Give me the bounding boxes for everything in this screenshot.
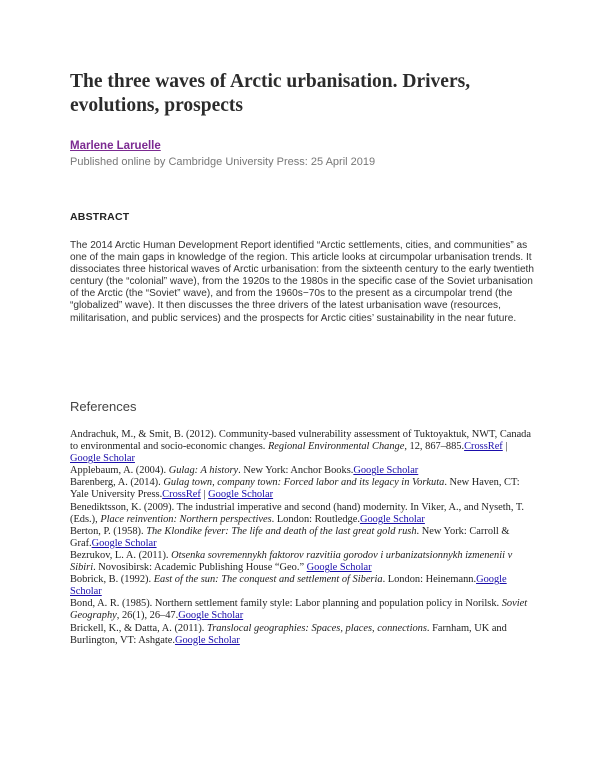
reference-text: Bezrukov, L. A. (2011). <box>70 549 172 561</box>
reference-text: Benediktsson, K. (2009). The industrial imperative and second (hand) modernity. In Viker, A., and Nyseth, T. (Eds.), <box>70 501 525 525</box>
reference-text: Berton, P. (1958). <box>70 525 147 537</box>
reference-title: Otsenka sovremennykh faktorov razvitiia gorodov i urbanizatsionnykh izmenenii v Sibiri <box>70 549 513 574</box>
google-scholar-link[interactable]: Google Scholar <box>359 513 425 525</box>
reference-text: Barenberg, A. (2014). <box>70 477 164 489</box>
references-heading: References <box>70 399 137 414</box>
reference-text: , 12, 867–885. <box>404 441 465 453</box>
reference-item <box>70 477 540 501</box>
reference-item <box>70 502 540 526</box>
google-scholar-link[interactable]: Google Scholar <box>70 574 507 598</box>
reference-item <box>70 598 540 622</box>
google-scholar-link[interactable]: Google Scholar <box>306 562 372 574</box>
link-separator: | <box>502 441 508 453</box>
reference-title: Soviet Geography <box>70 598 528 622</box>
reference-text: . Novosibirsk: Academic Publishing House “Geo.” <box>93 562 307 574</box>
google-scholar-link[interactable]: Google Scholar <box>91 537 157 549</box>
reference-list <box>70 429 540 647</box>
reference-title: Place reinvention: Northern perspectives <box>100 513 272 525</box>
google-scholar-link[interactable]: Google Scholar <box>353 465 419 477</box>
link-separator: | <box>200 489 209 501</box>
reference-item <box>70 429 540 465</box>
reference-text: . London: Routledge. <box>271 513 360 525</box>
reference-text: , 26(1), 26–47. <box>116 610 179 622</box>
reference-text: Bond, A. R. (1985). Northern settlement family style: Labor planning and population policy in Norilsk. <box>70 598 502 610</box>
reference-item <box>70 465 540 477</box>
reference-item <box>70 623 540 647</box>
google-scholar-link[interactable]: Google Scholar <box>208 489 274 501</box>
reference-item <box>70 550 540 574</box>
crossref-link[interactable]: CrossRef <box>464 441 503 453</box>
reference-text: Bobrick, B. (1992). <box>70 574 154 586</box>
reference-text: . London: Heinemann. <box>382 574 477 586</box>
google-scholar-link[interactable]: Google Scholar <box>178 610 244 622</box>
reference-text: Andrachuk, M., & Smit, B. (2012). Community-based vulnerability assessment of Tuktoyaktuk, NWT, Canada to environmental and socio-economic changes. <box>70 429 531 453</box>
reference-text: . New Haven, CT: Yale University Press. <box>70 477 520 501</box>
author-link[interactable]: Marlene Laruelle <box>70 140 161 152</box>
reference-title: Regional Environmental Change <box>267 441 405 453</box>
reference-text: Brickell, K., & Datta, A. (2011). <box>70 622 207 634</box>
reference-text: . New York: Carroll & Graf. <box>70 525 510 549</box>
reference-text: . Farnham, UK and Burlington, VT: Ashgate. <box>70 622 507 646</box>
google-scholar-link[interactable]: Google Scholar <box>70 453 135 465</box>
reference-text: Applebaum, A. (2004). <box>70 465 169 477</box>
article-title: The three waves of Arctic urbanisation. Drivers, evolutions, prospects <box>70 71 471 116</box>
abstract-text: The 2014 Arctic Human Development Report identified “Arctic settlements, cities, and communities” as one of the main gaps in knowledge of the region. This article looks at circumpolar urbanisation trends. It dissociates three historical waves of Arctic urbanisation: from the sixteenth century to the early twentieth century (the “colonial” wave), from the 1920s to the 1980s in the specific case of the Soviet urbanisation of the Arctic (the “Soviet” wave), and from the 1960s−70s to the present as a circumpolar trend (the “globalized” wave). It then discusses the three drivers of the latest urbanisation wave (resources, militarisation, and public services) and the prospects for Arctic cities’ sustainability in the near future. <box>70 240 534 324</box>
google-scholar-link[interactable]: Google Scholar <box>174 634 240 646</box>
crossref-link[interactable]: CrossRef <box>162 489 201 501</box>
reference-title: Translocal geographies: Spaces, places, connections <box>206 622 427 634</box>
reference-title: The Klondike fever: The life and death of the last great gold rush <box>146 525 417 537</box>
reference-item <box>70 526 540 550</box>
reference-text: . New York: Anchor Books. <box>238 465 354 477</box>
abstract-heading: ABSTRACT <box>70 211 130 223</box>
reference-title: Gulag: A history <box>168 465 239 477</box>
reference-title: Gulag town, company town: Forced labor and its legacy in Vorkuta <box>163 477 445 489</box>
published-date: Published online by Cambridge University Press: 25 April 2019 <box>70 156 376 168</box>
reference-title: East of the sun: The conquest and settlement of Siberia <box>153 574 383 586</box>
reference-item <box>70 574 540 598</box>
